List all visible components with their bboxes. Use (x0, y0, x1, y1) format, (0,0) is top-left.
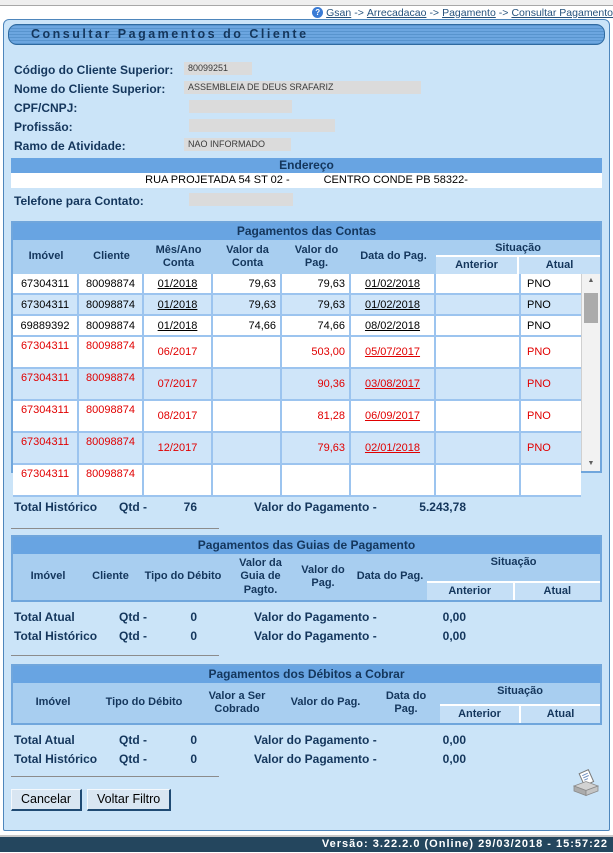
endereco-street: RUA PROJETADA 54 ST 02 - (145, 174, 290, 186)
cell-data-pag (351, 274, 436, 293)
guias-table-title: Pagamentos das Guias de Pagamento (13, 537, 600, 554)
breadcrumb (0, 6, 613, 19)
total-historico-row (4, 749, 609, 768)
col-atual: Atual (517, 257, 600, 274)
codigo-value: 80099251 (184, 62, 252, 75)
cell-atual: PNO (527, 298, 551, 311)
situacao-label: Situação (497, 685, 543, 697)
cell-mes-ano: 12/2017 (144, 433, 213, 463)
cell-valor-pag: 90,36 (282, 369, 351, 399)
breadcrumb-link-arrecadacao[interactable]: Arrecadacao (366, 6, 427, 19)
qtd-value: 76 (183, 499, 197, 514)
profissao-value (189, 119, 335, 132)
qtd-value: 0 (190, 732, 197, 747)
cell-imovel: 67304311 (13, 295, 79, 314)
total-historico-row (4, 497, 609, 516)
cell-data-pag (351, 465, 436, 495)
situacao-label: Situação (495, 242, 541, 254)
section-divider (11, 528, 219, 529)
cell-atual (521, 465, 581, 495)
guias-table (11, 535, 602, 602)
data-pag-link[interactable]: 02/01/2018 (364, 442, 421, 454)
cell-anterior (436, 295, 521, 314)
cell-anterior (436, 401, 521, 431)
breadcrumb-link-consultar-pagamento[interactable]: Consultar Pagamento (511, 6, 613, 19)
contas-row (13, 274, 581, 295)
ramo-label: Ramo de Atividade: (14, 139, 126, 153)
main-panel (3, 19, 610, 831)
cell-atual: PNO (527, 346, 551, 358)
scroll-thumb[interactable] (584, 293, 598, 323)
qtd-value: 0 (190, 609, 197, 624)
total-historico-row (4, 626, 609, 645)
cell-imovel: 69889392 (13, 316, 79, 335)
cell-mes-ano: 08/2017 (144, 401, 213, 431)
valor-label: Valor do Pagamento - (254, 628, 377, 643)
breadcrumb-separator: -> (429, 6, 440, 19)
guias-totals (4, 607, 609, 645)
col-anterior: Anterior (427, 583, 513, 600)
debitos-table (11, 664, 602, 725)
nome-label: Nome do Cliente Superior: (14, 82, 166, 96)
cell-imovel: 67304311 (13, 369, 79, 399)
col-cliente: Cliente (92, 570, 129, 583)
cpf-label: CPF/CNPJ: (14, 101, 78, 115)
col-situacao (440, 683, 600, 723)
field-profissao (4, 118, 609, 137)
cell-cliente: 80098874 (79, 295, 144, 314)
contas-row-historico (13, 401, 581, 433)
data-pag-link[interactable]: 01/02/2018 (364, 277, 421, 290)
contas-table-title: Pagamentos das Contas (13, 223, 600, 240)
endereco-district: CENTRO CONDE PB 58322- (323, 174, 468, 186)
telefone-value (189, 193, 293, 206)
cell-valor-pag: 74,66 (282, 316, 351, 335)
cell-cliente: 80098874 (79, 433, 144, 463)
cell-anterior (436, 369, 521, 399)
cell-mes-ano: 07/2017 (144, 369, 213, 399)
field-codigo-cliente (4, 61, 609, 80)
cell-mes-ano (144, 465, 213, 495)
qtd-label: Qtd - (119, 609, 147, 624)
cell-mes-ano (144, 295, 213, 314)
breadcrumb-link-gsan[interactable]: Gsan (326, 6, 352, 19)
valor-value: 0,00 (442, 732, 466, 747)
valor-value: 0,00 (442, 751, 466, 766)
contas-row-historico (13, 337, 581, 369)
total-label: Total Histórico (14, 751, 98, 766)
field-nome-cliente (4, 80, 609, 99)
col-valor-guia: Valor da Guia de Pagto. (239, 557, 282, 596)
cell-valor-pag (282, 465, 351, 495)
endereco-header: Endereço (11, 158, 602, 173)
cell-valor-pag: 79,63 (282, 295, 351, 314)
data-pag-link[interactable]: 08/02/2018 (364, 319, 421, 332)
contas-column-headers (13, 240, 600, 274)
help-icon[interactable]: ? (312, 7, 323, 18)
mes-ano-link[interactable]: 01/2018 (157, 277, 198, 290)
cell-valor-conta (213, 337, 282, 367)
cell-data-pag (351, 337, 436, 367)
cancelar-button[interactable]: Cancelar (11, 789, 82, 811)
cell-imovel: 67304311 (13, 337, 79, 367)
col-mes-ano: Mês/Ano Conta (155, 243, 202, 269)
cell-data-pag (351, 369, 436, 399)
col-atual: Atual (513, 583, 601, 600)
total-label: Total Histórico (14, 499, 98, 514)
qtd-label: Qtd - (119, 628, 147, 643)
cell-anterior (436, 274, 521, 293)
scroll-up-icon[interactable]: ▲ (587, 277, 595, 284)
col-valor-pag: Valor do Pag. (294, 243, 339, 269)
col-data-pag: Data do Pag. (360, 250, 427, 263)
nome-value: ASSEMBLEIA DE DEUS SRAFARIZ (184, 81, 421, 94)
cell-imovel: 67304311 (13, 274, 79, 293)
col-anterior: Anterior (440, 706, 519, 723)
col-tipo-debito: Tipo do Débito (105, 696, 183, 709)
breadcrumb-separator: -> (498, 6, 509, 19)
scroll-down-icon[interactable]: ▼ (587, 460, 595, 467)
col-cliente: Cliente (93, 250, 130, 263)
contas-row-partial (13, 465, 581, 497)
cell-data-pag (351, 295, 436, 314)
table-scrollbar[interactable] (581, 274, 600, 471)
field-telefone (4, 192, 609, 211)
mes-ano-link[interactable]: 01/2018 (157, 319, 198, 332)
cell-mes-ano: 06/2017 (144, 337, 213, 367)
cell-valor-pag: 79,63 (282, 433, 351, 463)
printer-icon[interactable] (572, 770, 600, 798)
cell-valor-pag: 79,63 (282, 274, 351, 293)
codigo-label: Código do Cliente Superior: (14, 63, 174, 77)
col-situacao (436, 240, 600, 274)
col-data-pag: Data do Pag. (385, 689, 427, 715)
cell-mes-ano (144, 316, 213, 335)
col-valor-conta: Valor da Conta (226, 243, 269, 269)
cell-mes-ano (144, 274, 213, 293)
cell-cliente: 80098874 (79, 369, 144, 399)
section-divider (11, 655, 219, 656)
breadcrumb-link-pagamento[interactable]: Pagamento (442, 6, 496, 19)
total-atual-row (4, 730, 609, 749)
valor-label: Valor do Pagamento - (254, 751, 377, 766)
situacao-label: Situação (490, 556, 537, 568)
col-imovel: Imóvel (30, 570, 66, 583)
col-valor-pag: Valor do Pag. (290, 696, 361, 709)
cell-data-pag (351, 401, 436, 431)
cell-valor-pag: 81,28 (282, 401, 351, 431)
cell-atual: PNO (527, 442, 551, 454)
cell-valor-pag: 503,00 (282, 337, 351, 367)
total-label: Total Histórico (14, 628, 98, 643)
cell-imovel: 67304311 (13, 401, 79, 431)
contas-row (13, 295, 581, 316)
profissao-label: Profissão: (14, 120, 73, 134)
valor-value: 0,00 (442, 628, 466, 643)
cell-imovel: 67304311 (13, 433, 79, 463)
debitos-column-headers (13, 683, 600, 723)
col-imovel: Imóvel (35, 696, 71, 709)
breadcrumb-separator: -> (354, 6, 364, 19)
qtd-value: 0 (190, 628, 197, 643)
mes-ano-link[interactable]: 01/2018 (157, 298, 198, 311)
telefone-label: Telefone para Contato: (14, 194, 144, 208)
total-label: Total Atual (14, 609, 75, 624)
cell-valor-conta: 74,66 (213, 316, 282, 335)
data-pag-link[interactable]: 03/08/2017 (364, 378, 421, 390)
col-valor-pag: Valor do Pag. (301, 563, 345, 589)
data-pag-link[interactable]: 06/09/2017 (364, 410, 421, 422)
col-imovel: Imóvel (28, 250, 64, 263)
data-pag-link[interactable]: 05/07/2017 (364, 346, 421, 358)
contas-row-historico (13, 369, 581, 401)
field-ramo-atividade (4, 137, 609, 156)
cell-data-pag (351, 316, 436, 335)
contas-table-body (13, 274, 600, 480)
cell-anterior (436, 337, 521, 367)
qtd-label: Qtd - (119, 499, 147, 514)
qtd-label: Qtd - (119, 751, 147, 766)
total-label: Total Atual (14, 732, 75, 747)
field-cpf-cnpj (4, 99, 609, 118)
col-data-pag: Data do Pag. (356, 570, 424, 583)
cell-valor-conta (213, 433, 282, 463)
valor-label: Valor do Pagamento - (254, 499, 377, 514)
cell-cliente: 80098874 (79, 465, 144, 495)
cell-anterior (436, 465, 521, 495)
cell-atual: PNO (527, 277, 551, 290)
col-atual: Atual (519, 706, 600, 723)
ramo-value: NAO INFORMADO (184, 138, 291, 151)
endereco-row (11, 173, 602, 188)
cell-valor-conta: 79,63 (213, 295, 282, 314)
guias-column-headers (13, 554, 600, 600)
cell-atual: PNO (527, 410, 551, 422)
cell-valor-conta (213, 465, 282, 495)
cell-data-pag (351, 433, 436, 463)
contas-row (13, 316, 581, 337)
cell-valor-conta (213, 369, 282, 399)
cell-imovel: 67304311 (13, 465, 79, 495)
cell-cliente: 80098874 (79, 274, 144, 293)
cell-valor-conta (213, 401, 282, 431)
col-valor-cobrado: Valor a Ser Cobrado (208, 689, 266, 715)
cell-cliente: 80098874 (79, 316, 144, 335)
voltar-filtro-button[interactable]: Voltar Filtro (87, 789, 171, 811)
valor-label: Valor do Pagamento - (254, 609, 377, 624)
cell-cliente: 80098874 (79, 401, 144, 431)
data-pag-link[interactable]: 01/02/2018 (364, 298, 421, 311)
valor-value: 5.243,78 (419, 499, 466, 514)
cell-valor-conta: 79,63 (213, 274, 282, 293)
page-title: Consultar Pagamentos do Cliente (8, 24, 605, 45)
valor-value: 0,00 (442, 609, 466, 624)
total-atual-row (4, 607, 609, 626)
qtd-value: 0 (190, 751, 197, 766)
debitos-totals (4, 730, 609, 768)
col-situacao (427, 554, 600, 600)
version-footer: Versão: 3.22.2.0 (Online) 29/03/2018 - 15:57:22 (0, 835, 613, 852)
col-anterior: Anterior (436, 257, 517, 274)
cell-anterior (436, 433, 521, 463)
valor-label: Valor do Pagamento - (254, 732, 377, 747)
section-divider (11, 776, 219, 777)
col-tipo-debito: Tipo do Débito (144, 570, 222, 583)
debitos-table-title: Pagamentos dos Débitos a Cobrar (13, 666, 600, 683)
cell-atual: PNO (527, 378, 551, 390)
cell-anterior (436, 316, 521, 335)
cell-cliente: 80098874 (79, 337, 144, 367)
contas-table (11, 221, 602, 480)
cpf-value (189, 100, 292, 113)
contas-row-historico (13, 433, 581, 465)
qtd-label: Qtd - (119, 732, 147, 747)
client-info-form (4, 61, 609, 156)
cell-atual: PNO (527, 319, 551, 332)
